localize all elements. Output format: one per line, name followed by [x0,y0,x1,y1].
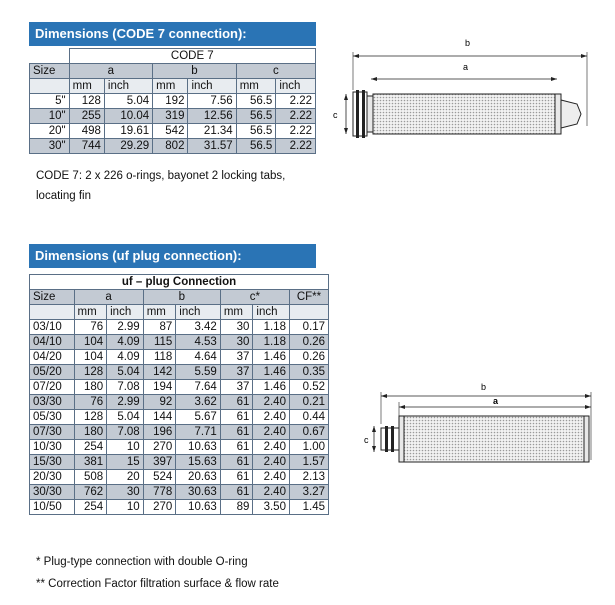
table-row [30,485,329,500]
value-cell: 128 [74,365,107,380]
value-cell: 92 [143,395,176,410]
value-cell: 104 [74,350,107,365]
uf-label-a: a [493,396,499,406]
size-cell: 05/30 [30,410,75,425]
size-cell: 10/30 [30,440,75,455]
value-cell: 31.57 [188,139,236,154]
code7-label-a: a [463,62,469,72]
value-cell: 10 [107,500,144,515]
value-cell: 61 [220,395,253,410]
code7-section-header: Dimensions (CODE 7 connection): [29,22,316,46]
size-cell: 15/30 [30,455,75,470]
code7-label-b: b [465,38,471,48]
value-cell: 397 [143,455,176,470]
value-cell: 2.22 [276,124,316,139]
value-cell: 5.04 [107,365,144,380]
code7-col-size: Size [30,64,70,79]
code7-note-line1: CODE 7: 2 x 226 o-rings, bayonet 2 locking tabs, [36,170,286,182]
table-row [30,365,329,380]
value-cell: 10.63 [176,500,221,515]
value-cell: 30 [220,320,253,335]
value-cell: 1.46 [253,380,290,395]
value-cell: 0.17 [289,320,328,335]
uf-unit-inch: inch [107,305,144,320]
value-cell: 15 [107,455,144,470]
size-cell: 07/20 [30,380,75,395]
value-cell: 37 [220,350,253,365]
value-cell: 5.04 [104,94,152,109]
uf-note-line1: * Plug-type connection with double O-ring [36,556,248,568]
value-cell: 524 [143,470,176,485]
code7-end-cap [555,94,561,134]
value-cell: 29.29 [104,139,152,154]
uf-dimension-a [399,396,591,409]
table-row [30,470,329,485]
value-cell: 5.04 [107,410,144,425]
value-cell: 2.99 [107,395,144,410]
value-cell: 1.00 [289,440,328,455]
value-cell: 2.40 [253,485,290,500]
value-cell: 508 [74,470,107,485]
table-row [30,500,329,515]
table-row [30,320,329,335]
table-row [30,380,329,395]
value-cell: 10.63 [176,440,221,455]
value-cell: 192 [153,94,188,109]
uf-end-cap [584,416,589,462]
code7-locating-fin [561,100,581,128]
code7-dimension-c [333,94,348,134]
table-row [30,124,316,139]
value-cell: 30 [107,485,144,500]
uf-col-b: b [143,290,220,305]
uf-col-a: a [74,290,143,305]
value-cell: 61 [220,485,253,500]
table-row [30,94,316,109]
uf-col-size: Size [30,290,75,305]
value-cell: 56.5 [236,94,276,109]
value-cell: 61 [220,440,253,455]
value-cell: 254 [74,500,107,515]
table-row [30,109,316,124]
value-cell: 56.5 [236,139,276,154]
value-cell: 30 [220,335,253,350]
value-cell: 10.04 [104,109,152,124]
uf-section-header: Dimensions (uf plug connection): [29,244,316,268]
value-cell: 2.22 [276,139,316,154]
code7-cartridge-drawing [325,30,610,160]
uf-dimension-c [364,426,376,452]
uf-dimensions-table [29,274,329,515]
value-cell: 1.46 [253,365,290,380]
value-cell: 2.40 [253,455,290,470]
size-cell: 03/30 [30,395,75,410]
size-cell: 20" [30,124,70,139]
value-cell: 15.63 [176,455,221,470]
table-row [30,440,329,455]
value-cell: 89 [220,500,253,515]
table-row [30,139,316,154]
uf-label-c: c [364,435,369,445]
value-cell: 0.26 [289,350,328,365]
value-cell: 56.5 [236,109,276,124]
code7-connector [353,90,373,138]
value-cell: 1.45 [289,500,328,515]
value-cell: 5.67 [176,410,221,425]
value-cell: 270 [143,500,176,515]
code7-dimension-a [371,62,557,81]
uf-label-b: b [481,382,487,392]
size-cell: 5" [30,94,70,109]
code7-col-a: a [69,64,153,79]
size-cell: 07/30 [30,425,75,440]
value-cell: 0.44 [289,410,328,425]
value-cell: 3.62 [176,395,221,410]
value-cell: 2.40 [253,470,290,485]
value-cell: 270 [143,440,176,455]
code7-unit-mm: mm [153,79,188,94]
value-cell: 76 [74,395,107,410]
code7-col-c: c [236,64,315,79]
value-cell: 7.08 [107,380,144,395]
uf-unit-mm: mm [143,305,176,320]
value-cell: 7.71 [176,425,221,440]
code7-unit-mm: mm [69,79,104,94]
value-cell: 144 [143,410,176,425]
table-row [30,455,329,470]
uf-unit-mm: mm [74,305,107,320]
value-cell: 254 [74,440,107,455]
code7-unit-mm: mm [236,79,276,94]
value-cell: 1.57 [289,455,328,470]
value-cell: 128 [69,94,104,109]
uf-unit-inch: inch [253,305,290,320]
value-cell: 61 [220,410,253,425]
value-cell: 37 [220,380,253,395]
value-cell: 0.35 [289,365,328,380]
value-cell: 76 [74,320,107,335]
value-cell: 20 [107,470,144,485]
size-cell: 10" [30,109,70,124]
value-cell: 1.46 [253,350,290,365]
code7-label-c: c [333,110,338,120]
value-cell: 744 [69,139,104,154]
code7-dimensions-table [29,48,316,154]
uf-table-title: uf – plug Connection [30,275,329,290]
uf-unit-inch: inch [176,305,221,320]
value-cell: 4.64 [176,350,221,365]
value-cell: 2.22 [276,94,316,109]
code7-unit-inch: inch [104,79,152,94]
size-cell: 30" [30,139,70,154]
code7-filter-mesh [373,94,555,134]
value-cell: 4.53 [176,335,221,350]
value-cell: 180 [74,380,107,395]
value-cell: 255 [69,109,104,124]
value-cell: 3.50 [253,500,290,515]
size-cell: 10/50 [30,500,75,515]
code7-note-line2: locating fin [36,190,91,202]
value-cell: 56.5 [236,124,276,139]
value-cell: 142 [143,365,176,380]
code7-unit-inch: inch [276,79,316,94]
value-cell: 0.26 [289,335,328,350]
value-cell: 7.08 [107,425,144,440]
value-cell: 115 [143,335,176,350]
value-cell: 3.42 [176,320,221,335]
code7-unit-inch: inch [188,79,236,94]
value-cell: 5.59 [176,365,221,380]
value-cell: 7.56 [188,94,236,109]
value-cell: 61 [220,455,253,470]
uf-filter-mesh [399,416,589,462]
value-cell: 802 [153,139,188,154]
value-cell: 7.64 [176,380,221,395]
size-cell: 04/20 [30,350,75,365]
uf-unit-mm: mm [220,305,253,320]
value-cell: 10 [107,440,144,455]
size-cell: 20/30 [30,470,75,485]
value-cell: 196 [143,425,176,440]
code7-dimension-b [353,38,587,58]
value-cell: 87 [143,320,176,335]
uf-dimension-b [381,382,591,398]
value-cell: 128 [74,410,107,425]
value-cell: 104 [74,335,107,350]
value-cell: 0.52 [289,380,328,395]
value-cell: 2.40 [253,425,290,440]
value-cell: 20.63 [176,470,221,485]
uf-col-cf: CF** [289,290,328,305]
table-row [30,335,329,350]
value-cell: 319 [153,109,188,124]
uf-note-line2: ** Correction Factor filtration surface & flow rate [36,578,279,590]
value-cell: 0.67 [289,425,328,440]
value-cell: 118 [143,350,176,365]
table-row [30,410,329,425]
value-cell: 0.21 [289,395,328,410]
value-cell: 542 [153,124,188,139]
code7-table-title: CODE 7 [69,49,315,64]
size-cell: 04/10 [30,335,75,350]
value-cell: 1.18 [253,320,290,335]
value-cell: 4.09 [107,350,144,365]
value-cell: 1.18 [253,335,290,350]
value-cell: 4.09 [107,335,144,350]
value-cell: 61 [220,470,253,485]
size-cell: 03/10 [30,320,75,335]
value-cell: 2.13 [289,470,328,485]
value-cell: 61 [220,425,253,440]
size-cell: 05/20 [30,365,75,380]
value-cell: 2.40 [253,395,290,410]
value-cell: 37 [220,365,253,380]
uf-col-c: c* [220,290,289,305]
value-cell: 762 [74,485,107,500]
table-row [30,425,329,440]
value-cell: 180 [74,425,107,440]
value-cell: 498 [69,124,104,139]
value-cell: 2.22 [276,109,316,124]
value-cell: 2.99 [107,320,144,335]
value-cell: 30.63 [176,485,221,500]
value-cell: 2.40 [253,440,290,455]
value-cell: 19.61 [104,124,152,139]
code7-col-b: b [153,64,237,79]
value-cell: 381 [74,455,107,470]
value-cell: 12.56 [188,109,236,124]
table-row [30,395,329,410]
value-cell: 21.34 [188,124,236,139]
value-cell: 3.27 [289,485,328,500]
uf-cartridge-drawing [355,380,600,480]
size-cell: 30/30 [30,485,75,500]
value-cell: 194 [143,380,176,395]
value-cell: 2.40 [253,410,290,425]
table-row [30,350,329,365]
uf-plug-connector [381,426,399,452]
value-cell: 778 [143,485,176,500]
